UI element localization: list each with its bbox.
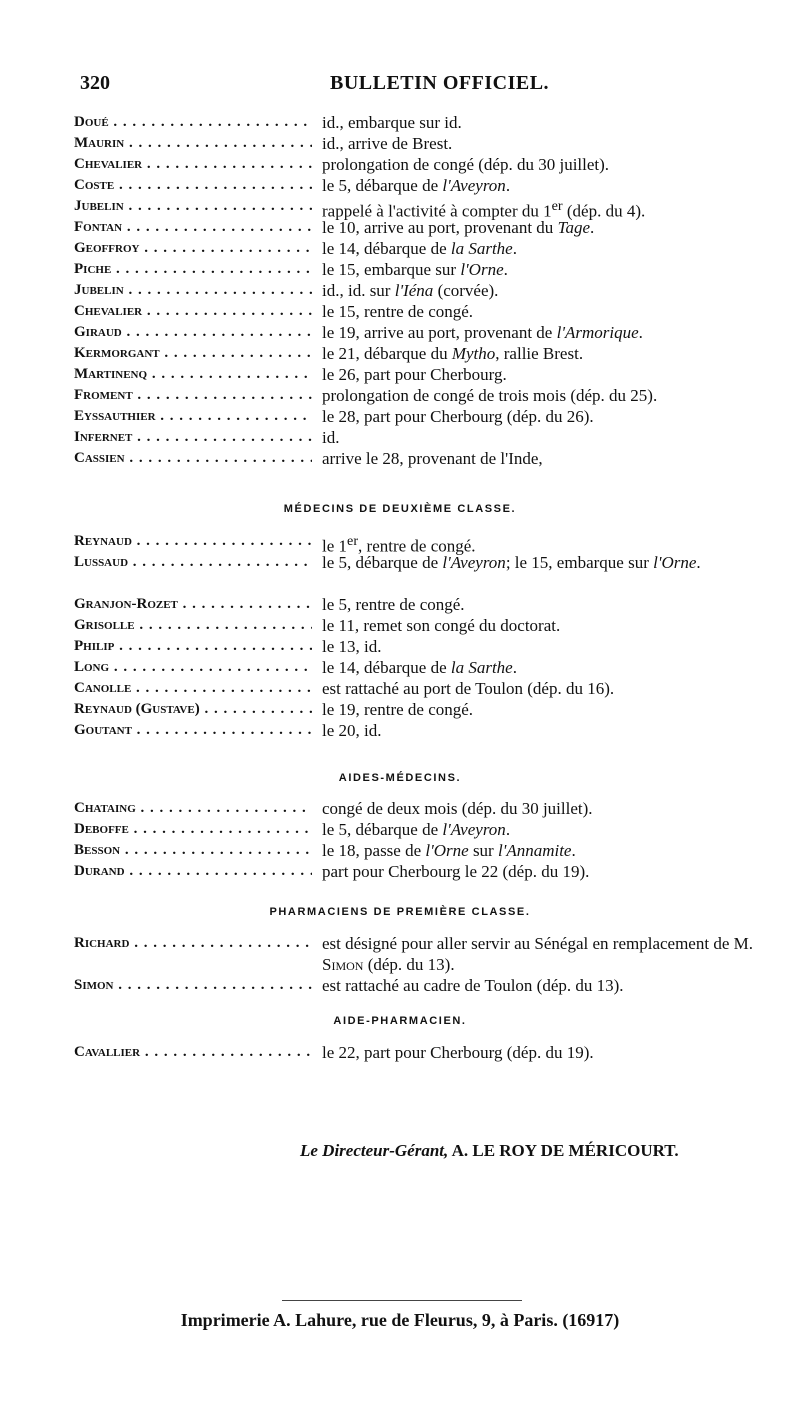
entry-description: le 15, embarque sur l'Orne. bbox=[322, 260, 508, 279]
entry-row bbox=[74, 322, 764, 343]
entry-description: le 5, débarque de l'Aveyron; le 15, embarque sur l'Orne. bbox=[322, 553, 701, 572]
entry-row bbox=[74, 594, 764, 615]
entry-row bbox=[74, 427, 764, 448]
entry-list-aide-pharmacien bbox=[74, 1042, 764, 1063]
entry-row bbox=[74, 238, 764, 259]
entry-description: est désigné pour aller servir au Sénégal en remplacement de M. Simon (dép. du 13). bbox=[322, 934, 753, 974]
entry-row bbox=[74, 301, 764, 322]
entry-name: Chataing . . . bbox=[74, 798, 312, 819]
entry-row bbox=[74, 720, 764, 741]
entry-name: Reynaud (Gustave) . . . bbox=[74, 699, 312, 720]
entry-description: le 18, passe de l'Orne sur l'Annamite. bbox=[322, 841, 576, 860]
entry-row bbox=[74, 975, 764, 996]
entry-row bbox=[74, 531, 764, 556]
entry-row bbox=[74, 343, 764, 364]
entry-description: le 1er, rentre de congé. bbox=[322, 533, 476, 556]
entry-description: id., id. sur l'Iéna (corvée). bbox=[322, 281, 499, 300]
entry-name: Chevalier . . . bbox=[74, 301, 312, 322]
entry-row bbox=[74, 364, 764, 385]
entry-row bbox=[74, 840, 764, 861]
signature-role: Le Directeur-Gérant, bbox=[300, 1141, 449, 1160]
entry-name: Infernet . . . bbox=[74, 427, 312, 448]
entry-description: prolongation de congé (dép. du 30 juillet). bbox=[322, 155, 610, 174]
entry-row bbox=[74, 798, 764, 819]
entry-row bbox=[74, 678, 764, 699]
entry-description: part pour Cherbourg le 22 (dép. du 19). bbox=[322, 862, 590, 881]
signature bbox=[300, 1141, 679, 1161]
entry-row bbox=[74, 636, 764, 657]
entry-row bbox=[74, 406, 764, 427]
entry-description: rappelé à l'activité à compter du 1er (dép. du 4). bbox=[322, 198, 646, 221]
entry-row bbox=[74, 154, 764, 175]
entry-row bbox=[74, 175, 764, 196]
imprint-line: Imprimerie A. Lahure, rue de Fleurus, 9, à Paris. (16917) bbox=[180, 1310, 620, 1330]
entry-list-medecins-premiere bbox=[74, 112, 764, 469]
entry-name: Reynaud . . . bbox=[74, 531, 312, 552]
entry-description: congé de deux mois (dép. du 30 juillet). bbox=[322, 799, 593, 818]
entry-list-pharmaciens bbox=[74, 933, 764, 996]
entry-description: id., embarque sur id. bbox=[322, 113, 462, 132]
entry-name: Lussaud . . . bbox=[74, 552, 312, 573]
entry-description: le 26, part pour Cherbourg. bbox=[322, 365, 507, 384]
entry-name: Froment . . . bbox=[74, 385, 312, 406]
entry-description: le 5, débarque de l'Aveyron. bbox=[322, 820, 511, 839]
entry-name: Kermorgant . . . bbox=[74, 343, 312, 364]
entry-name: Long . . . bbox=[74, 657, 312, 678]
entry-row bbox=[74, 552, 764, 594]
entry-description: le 11, remet son congé du doctorat. bbox=[322, 616, 561, 635]
entry-description: le 19, arrive au port, provenant de l'Armorique. bbox=[322, 323, 643, 342]
entry-name: Philip . . . bbox=[74, 636, 312, 657]
entry-row bbox=[74, 657, 764, 678]
entry-name: Maurin . . . bbox=[74, 133, 312, 154]
entry-name: Piche . . . bbox=[74, 259, 312, 280]
running-title: BULLETIN OFFICIEL. bbox=[330, 72, 550, 94]
entry-name: Durand . . . bbox=[74, 861, 312, 882]
entry-name: Canolle . . . bbox=[74, 678, 312, 699]
entry-description: id. bbox=[322, 428, 340, 447]
entry-name: Grisolle . . . bbox=[74, 615, 312, 636]
entry-row bbox=[74, 861, 764, 882]
entry-row bbox=[74, 259, 764, 280]
entry-row bbox=[74, 448, 764, 469]
entry-row bbox=[74, 280, 764, 301]
entry-name: Martinenq . . . bbox=[74, 364, 312, 385]
section-title-aide-pharmacien: AIDE-PHARMACIEN. bbox=[333, 1015, 467, 1027]
entry-row bbox=[74, 819, 764, 840]
entry-list-aides-medecins bbox=[74, 798, 764, 882]
entry-row bbox=[74, 615, 764, 636]
entry-row bbox=[74, 385, 764, 406]
entry-name: Deboffe . . . bbox=[74, 819, 312, 840]
entry-description: le 22, part pour Cherbourg (dép. du 19). bbox=[322, 1043, 594, 1062]
entry-row bbox=[74, 196, 764, 221]
entry-description: le 20, id. bbox=[322, 721, 382, 740]
entry-name: Cassien . . . bbox=[74, 448, 312, 469]
entry-name: Jubelin . . . bbox=[74, 196, 312, 217]
entry-description: le 5, débarque de l'Aveyron. bbox=[322, 176, 511, 195]
entry-description: le 15, rentre de congé. bbox=[322, 302, 474, 321]
entry-description: le 5, rentre de congé. bbox=[322, 595, 465, 614]
entry-row bbox=[74, 933, 764, 975]
entry-name: Eyssauthier . . . bbox=[74, 406, 312, 427]
entry-description: le 28, part pour Cherbourg (dép. du 26). bbox=[322, 407, 594, 426]
entry-name: Jubelin . . . bbox=[74, 280, 312, 301]
entry-row bbox=[74, 699, 764, 720]
section-title-aides-medecins: AIDES-MÉDECINS. bbox=[338, 772, 462, 784]
entry-row bbox=[74, 1042, 764, 1063]
entry-name: Fontan . . . bbox=[74, 217, 312, 238]
entry-name: Giraud . . . bbox=[74, 322, 312, 343]
entry-name: Geoffroy . . . bbox=[74, 238, 312, 259]
entry-description: est rattaché au port de Toulon (dép. du 16). bbox=[322, 679, 615, 698]
entry-description: le 21, débarque du Mytho, rallie Brest. bbox=[322, 344, 584, 363]
entry-name: Granjon-Rozet . . . bbox=[74, 594, 312, 615]
entry-description: le 10, arrive au port, provenant du Tage. bbox=[322, 218, 595, 237]
entry-name: Coste . . . bbox=[74, 175, 312, 196]
entry-name: Cavallier . . . bbox=[74, 1042, 312, 1063]
section-title-pharmaciens: PHARMACIENS DE PREMIÈRE CLASSE. bbox=[269, 906, 531, 918]
entry-name: Besson . . . bbox=[74, 840, 312, 861]
entry-description: le 19, rentre de congé. bbox=[322, 700, 474, 719]
section-title-medecins-deuxieme: MÉDECINS DE DEUXIÈME CLASSE. bbox=[283, 503, 517, 515]
page-header bbox=[80, 72, 740, 100]
entry-name: Chevalier . . . bbox=[74, 154, 312, 175]
page-number: 320 bbox=[80, 72, 110, 94]
divider-rule bbox=[282, 1300, 522, 1301]
entry-description: le 13, id. bbox=[322, 637, 382, 656]
entry-description: le 14, débarque de la Sarthe. bbox=[322, 239, 517, 258]
entry-row bbox=[74, 133, 764, 154]
entry-row bbox=[74, 112, 764, 133]
entry-name: Doué . . . bbox=[74, 112, 312, 133]
entry-name: Simon . . . bbox=[74, 975, 312, 996]
entry-description: arrive le 28, provenant de l'Inde, bbox=[322, 449, 543, 468]
entry-name: Richard . . . bbox=[74, 933, 312, 954]
entry-description: le 14, débarque de la Sarthe. bbox=[322, 658, 517, 677]
entry-list-medecins-deuxieme bbox=[74, 531, 764, 741]
entry-description: est rattaché au cadre de Toulon (dép. du 13). bbox=[322, 976, 624, 995]
entry-row bbox=[74, 217, 764, 238]
entry-description: prolongation de congé de trois mois (dép. du 25). bbox=[322, 386, 658, 405]
entry-name: Goutant . . . bbox=[74, 720, 312, 741]
entry-description: id., arrive de Brest. bbox=[322, 134, 453, 153]
signature-name: A. LE ROY DE MÉRICOURT. bbox=[451, 1141, 679, 1160]
